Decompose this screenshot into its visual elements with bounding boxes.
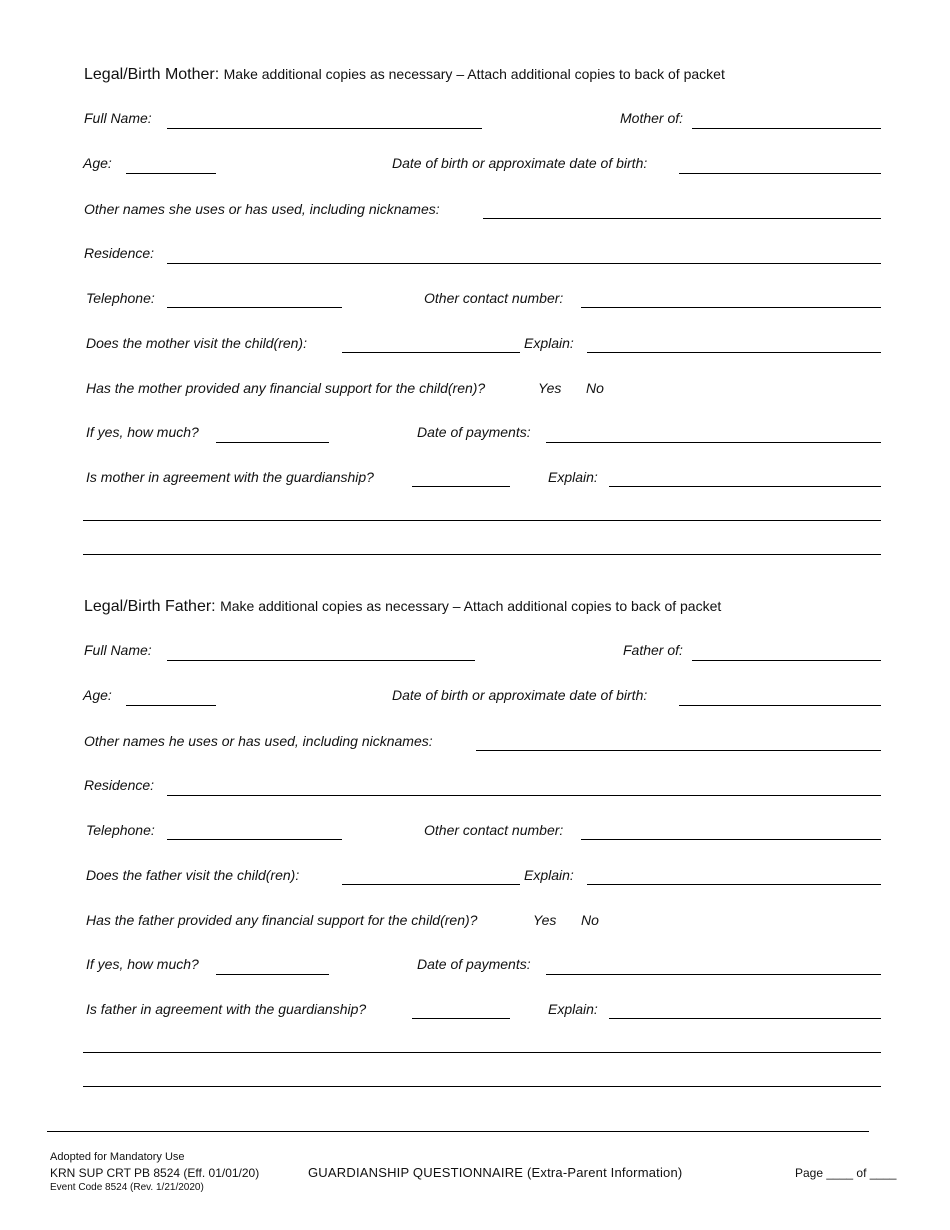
mother-residence-label: Residence: [84, 245, 155, 261]
footer-event-code: Event Code 8524 (Rev. 1/21/2020) [50, 1182, 204, 1193]
mother-agreement-explain-label: Explain: [548, 469, 598, 485]
mother-agreement-field[interactable] [412, 486, 510, 487]
mother-visit-label: Does the mother visit the child(ren): [86, 335, 307, 351]
mother-agreement-explain-field[interactable] [609, 486, 881, 487]
mother-explain-line-1[interactable] [83, 520, 881, 521]
father-full-name-label: Full Name: [84, 642, 152, 658]
mother-heading-title: Legal/Birth Mother: [84, 66, 220, 83]
mother-telephone-field[interactable] [167, 307, 342, 308]
mother-residence-field[interactable] [167, 263, 881, 264]
father-how-much-label: If yes, how much? [86, 956, 199, 972]
mother-visit-explain-label: Explain: [524, 335, 574, 351]
mother-payments-field[interactable] [546, 442, 881, 443]
father-agreement-field[interactable] [412, 1018, 510, 1019]
father-payments-label: Date of payments: [417, 956, 531, 972]
footer-title: GUARDIANSHIP QUESTIONNAIRE (Extra-Parent Information) [308, 1165, 683, 1180]
footer-adopted: Adopted for Mandatory Use [50, 1151, 185, 1163]
mother-support-label: Has the mother provided any financial support for the child(ren)? [86, 380, 486, 396]
father-other-names-field[interactable] [476, 750, 881, 751]
mother-other-names-label: Other names she uses or has used, including nicknames: [84, 201, 440, 217]
father-explain-line-2[interactable] [83, 1086, 881, 1087]
mother-agreement-label: Is mother in agreement with the guardianship? [86, 469, 374, 485]
father-visit-field[interactable] [342, 884, 520, 885]
mother-full-name-label: Full Name: [84, 110, 152, 126]
mother-age-label: Age: [83, 155, 112, 171]
mother-dob-field[interactable] [679, 173, 881, 174]
father-support-yes[interactable]: Yes [533, 912, 557, 928]
father-dob-field[interactable] [679, 705, 881, 706]
father-explain-line-1[interactable] [83, 1052, 881, 1053]
father-dob-label: Date of birth or approximate date of birth: [392, 687, 648, 703]
father-payments-field[interactable] [546, 974, 881, 975]
father-how-much-field[interactable] [216, 974, 329, 975]
father-of-label: Father of: [623, 642, 683, 658]
mother-how-much-field[interactable] [216, 442, 329, 443]
mother-of-field[interactable] [692, 128, 881, 129]
mother-telephone-label: Telephone: [86, 290, 155, 306]
father-telephone-field[interactable] [167, 839, 342, 840]
father-support-label: Has the father provided any financial support for the child(ren)? [86, 912, 478, 928]
father-other-contact-field[interactable] [581, 839, 881, 840]
father-visit-label: Does the father visit the child(ren): [86, 867, 300, 883]
mother-other-contact-label: Other contact number: [424, 290, 564, 306]
mother-how-much-label: If yes, how much? [86, 424, 199, 440]
mother-payments-label: Date of payments: [417, 424, 531, 440]
father-heading-title: Legal/Birth Father: [84, 598, 216, 615]
mother-age-field[interactable] [126, 173, 216, 174]
father-heading [84, 598, 721, 616]
mother-dob-label: Date of birth or approximate date of birth: [392, 155, 648, 171]
father-heading-note: Make additional copies as necessary – Attach additional copies to back of packet [220, 598, 722, 614]
father-age-field[interactable] [126, 705, 216, 706]
father-visit-explain-label: Explain: [524, 867, 574, 883]
father-other-names-label: Other names he uses or has used, including nicknames: [84, 733, 433, 749]
father-agreement-explain-field[interactable] [609, 1018, 881, 1019]
father-full-name-field[interactable] [167, 660, 475, 661]
father-residence-field[interactable] [167, 795, 881, 796]
father-visit-explain-field[interactable] [587, 884, 881, 885]
footer-divider [47, 1131, 869, 1132]
mother-support-yes[interactable]: Yes [538, 380, 562, 396]
father-residence-label: Residence: [84, 777, 155, 793]
mother-support-no[interactable]: No [586, 380, 604, 396]
mother-other-contact-field[interactable] [581, 307, 881, 308]
mother-other-names-field[interactable] [483, 218, 881, 219]
footer-page: Page ____ of ____ [795, 1166, 897, 1180]
father-age-label: Age: [83, 687, 112, 703]
mother-visit-field[interactable] [342, 352, 520, 353]
father-agreement-label: Is father in agreement with the guardianship? [86, 1001, 367, 1017]
mother-visit-explain-field[interactable] [587, 352, 881, 353]
father-support-no[interactable]: No [581, 912, 599, 928]
father-other-contact-label: Other contact number: [424, 822, 564, 838]
mother-heading-note: Make additional copies as necessary – Attach additional copies to back of packet [223, 66, 725, 82]
footer-form-code: KRN SUP CRT PB 8524 (Eff. 01/01/20) [50, 1166, 260, 1180]
mother-explain-line-2[interactable] [83, 554, 881, 555]
father-telephone-label: Telephone: [86, 822, 155, 838]
father-agreement-explain-label: Explain: [548, 1001, 598, 1017]
mother-heading [84, 66, 725, 84]
father-of-field[interactable] [692, 660, 881, 661]
mother-of-label: Mother of: [620, 110, 684, 126]
mother-full-name-field[interactable] [167, 128, 482, 129]
